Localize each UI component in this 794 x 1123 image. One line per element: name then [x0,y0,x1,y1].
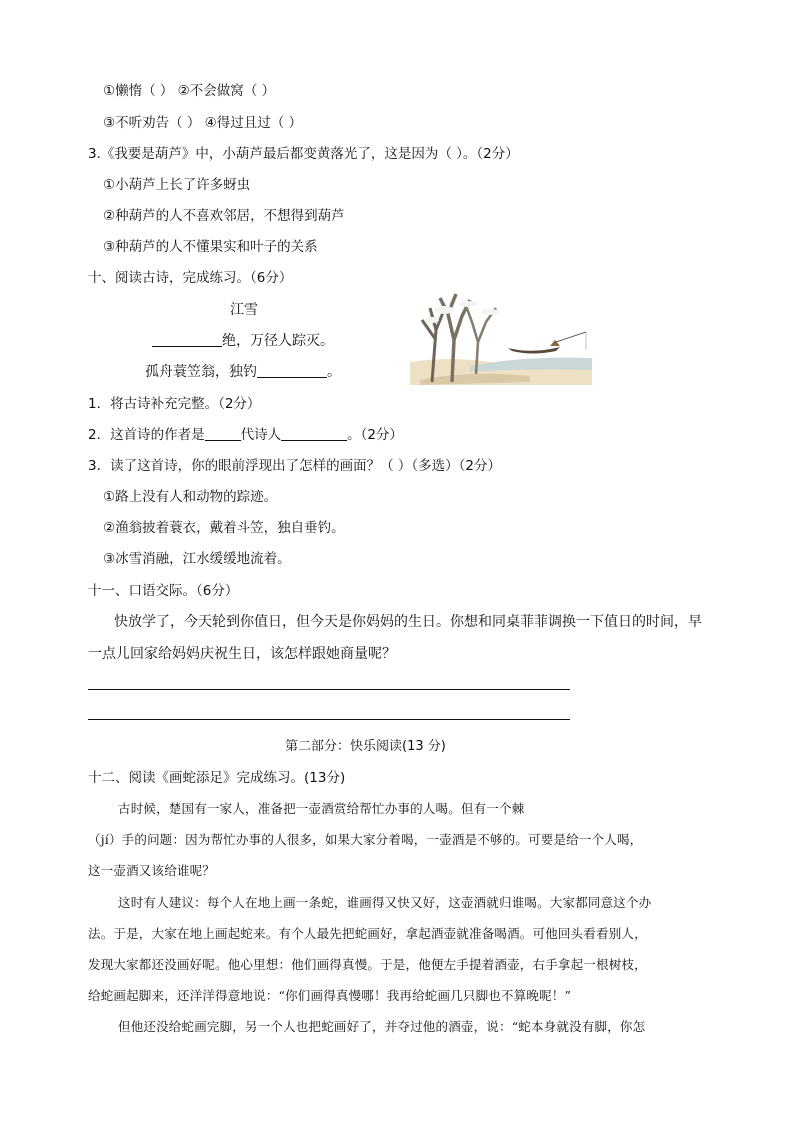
passage-line-5: 法。于是，大家在地上画起蛇来。有个人最先把蛇画好，拿起酒壶就准备喝酒。可他回头看看别人， [88,926,647,941]
section-11-heading: 十一、口语交际。（6分） [88,583,239,599]
section-12-heading: 十二、阅读《画蛇添足》完成练习。(13分) [88,770,346,786]
poem-blank-2[interactable] [257,363,327,378]
snowy-river-illustration [410,270,592,385]
poem-line-2: 孤舟蓑笠翁，独钓 。 [145,364,341,380]
passage-line-1: 古时候，楚国有一家人，准备把一壶酒赏给帮忙办事的人喝。但有一个棘 [118,801,525,816]
q3-option-3: ③种葫芦的人不懂果实和叶子的关系 [103,239,318,255]
poem-blank-1[interactable] [152,332,222,347]
q11-paragraph-line-2: 一点儿回家给妈妈庆祝生日，该怎样跟她商量呢？ [88,646,396,662]
q10-sub3-option-3: ③冰雪消融，江水缓缓地流着。 [103,551,291,567]
poem-line-1: 绝，万径人踪灭。 [152,332,334,350]
passage-line-7: 给蛇画起脚来，还洋洋得意地说：“你们画得真慢哪！我再给蛇画几只脚也不算晚呢！” [88,988,572,1003]
q3-option-1: ①小葫芦上长了许多蚜虫 [103,177,251,193]
passage-line-2: （jí）手的问题：因为帮忙办事的人很多，如果大家分着喝，一壶酒是不够的。可要是给一个人喝， [88,832,643,847]
passage-line-4: 这时有人建议：每个人在地上画一条蛇，谁画得又快又好，这壶酒就归谁喝。大家都同意这个办 [118,895,652,910]
q10-sub-3: 3．读了这首诗，你的眼前浮现出了怎样的画面？（ ）（多选）（2分） [88,458,501,474]
q10-sub-2: 2．这首诗的作者是 代诗人 。（2分） [88,427,403,443]
q11-paragraph-line-1: 快放学了，今天轮到你值日，但今天是你妈妈的生日。你想和同桌菲菲调换一下值日的时间，早 [114,614,702,630]
q10-sub3-option-2: ②渔翁披着蓑衣，戴着斗笠，独自垂钓。 [103,520,345,536]
q3-option-2: ②种葫芦的人不喜欢邻居，不想得到葫芦 [103,208,345,224]
passage-line-8: 但他还没给蛇画完脚，另一个人也把蛇画好了，并夺过他的酒壶，说：“蛇本身就没有脚，你怎 [118,1019,646,1034]
q10-sub-1: 1．将古诗补充完整。（2分） [88,396,261,412]
section-10-heading: 十、阅读古诗，完成练习。（6分） [88,270,293,286]
dynasty-blank[interactable] [205,426,241,441]
author-blank[interactable] [281,426,347,441]
passage-line-3: 这一壶酒又该给谁呢？ [88,863,216,878]
answer-line-2[interactable] [88,719,570,720]
poem-title: 江雪 [230,302,258,318]
passage-line-6: 发现大家都还没画好呢。他心里想：他们画得真慢。于是，他便左手提着酒壶，右手拿起一根树枝， [88,957,647,972]
q10-sub3-option-1: ①路上没有人和动物的踪迹。 [103,489,278,505]
answer-line-1[interactable] [88,689,570,690]
option-row-1: ①懒惰（ ） ②不会做窝（ ） [103,83,276,99]
question-3-title: 3.《我要是葫芦》中，小葫芦最后都变黄落光了，这是因为（ ）。（2分） [88,146,519,162]
option-row-2: ③不听劝告（ ） ④得过且过（ ） [103,115,303,131]
part-2-heading: 第二部分：快乐阅读(13 分) [285,739,446,754]
